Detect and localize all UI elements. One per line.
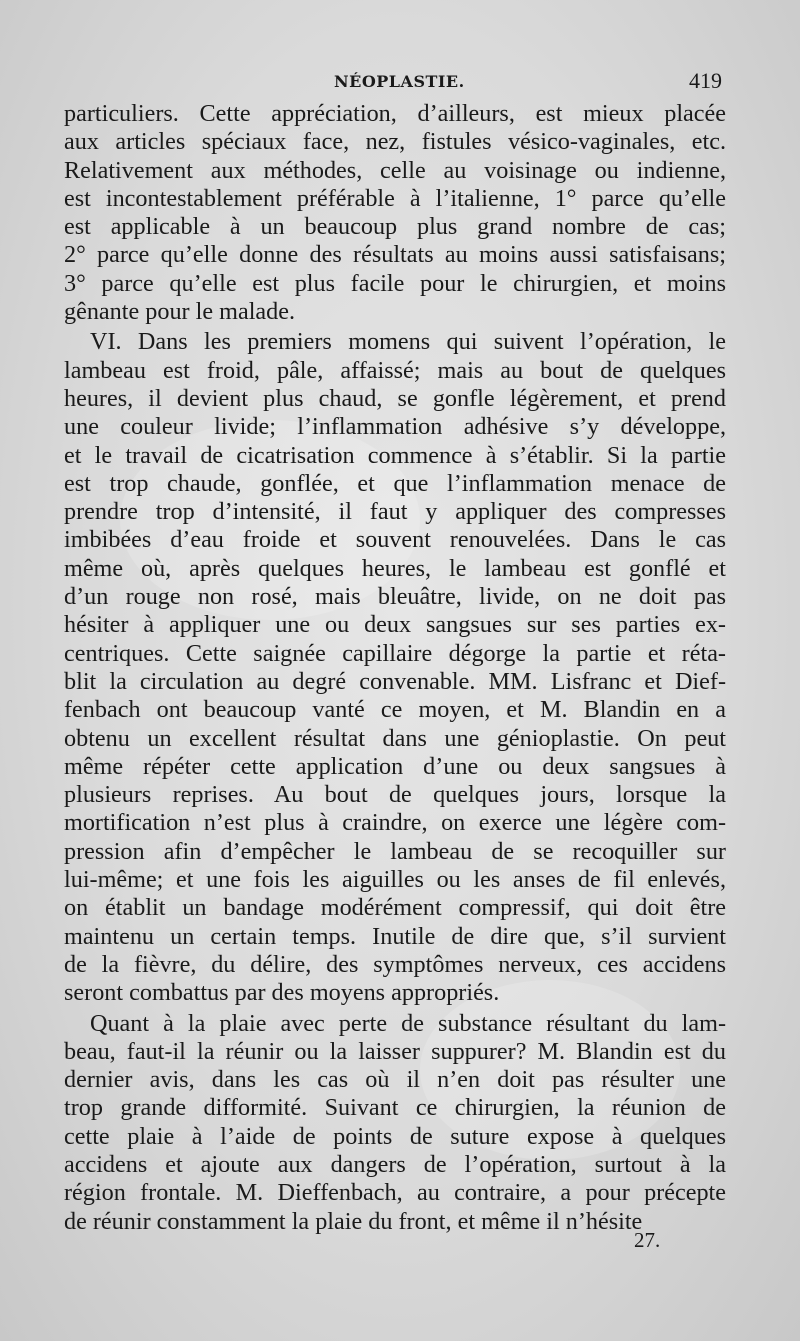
text-line: une couleur livide; l’inflammation adhésive s’y développe, xyxy=(64,413,726,441)
text-line: gênante pour le malade. xyxy=(64,298,296,326)
text-line: et le travail de cicatrisation commence à s’établir. Si la partie xyxy=(64,441,726,469)
text-line: même répéter cette application d’une ou deux sangsues à xyxy=(64,752,726,780)
text-line: mortification n’est plus à craindre, on exerce une légère com- xyxy=(64,809,726,837)
text-line: cette plaie à l’aide de points de suture expose à quelques xyxy=(64,1122,726,1150)
text-line: même où, après quelques heures, le lambeau est gonflé et xyxy=(64,554,726,582)
text-line: seront combattus par des moyens appropriés. xyxy=(64,979,500,1007)
text-line: région frontale. M. Dieffenbach, au contraire, a pour précepte xyxy=(64,1179,726,1207)
text-line: heures, il devient plus chaud, se gonfle légèrement, et prend xyxy=(64,384,726,412)
text-line: VI. Dans les premiers momens qui suivent l’opération, le xyxy=(90,328,726,356)
section-title: NÉOPLASTIE. xyxy=(334,72,465,91)
text-line: maintenu un certain temps. Inutile de dire que, s’il survient xyxy=(64,922,726,950)
text-line: trop grande difformité. Suivant ce chirurgien, la réunion de xyxy=(64,1094,726,1122)
text-line: blit la circulation au degré convenable. MM. Lisfranc et Dief- xyxy=(64,667,726,695)
signature-mark: 27. xyxy=(634,1228,661,1252)
body-text xyxy=(64,100,726,1236)
text-line: lambeau est froid, pâle, affaissé; mais au bout de quelques xyxy=(64,356,726,384)
text-line: fenbach ont beaucoup vanté ce moyen, et M. Blandin en a xyxy=(64,696,726,724)
text-line: de la fièvre, du délire, des symptômes nerveux, ces accidens xyxy=(64,950,726,978)
text-line: d’un rouge non rosé, mais bleuâtre, livide, on ne doit pas xyxy=(64,583,726,611)
text-line: on établit un bandage modérément compressif, qui doit être xyxy=(64,894,726,922)
text-line: prendre trop d’intensité, il faut y appliquer des compresses xyxy=(64,498,726,526)
text-line: aux articles spéciaux face, nez, fistules vésico-vaginales, etc. xyxy=(64,128,726,156)
text-line: centriques. Cette saignée capillaire dégorge la partie et réta- xyxy=(64,639,726,667)
text-line: est applicable à un beaucoup plus grand nombre de cas; xyxy=(64,213,726,241)
text-line: beau, faut-il la réunir ou la laisser suppurer? M. Blandin est du xyxy=(64,1037,726,1065)
text-line: particuliers. Cette appréciation, d’ailleurs, est mieux placée xyxy=(64,100,726,127)
paragraph xyxy=(64,1010,726,1236)
text-line: 2° parce qu’elle donne des résultats au moins aussi satisfaisans; xyxy=(64,241,726,269)
text-line: accidens et ajoute aux dangers de l’opération, surtout à la xyxy=(64,1150,726,1178)
text-line: de réunir constamment la plaie du front, et même il n’hésite xyxy=(64,1207,643,1235)
page-number: 419 xyxy=(689,68,722,93)
text-line: dernier avis, dans les cas où il n’en doit pas résulter une xyxy=(64,1066,726,1094)
text-line: est trop chaude, gonflée, et que l’inflammation menace de xyxy=(64,469,726,497)
text-line: est incontestablement préférable à l’italienne, 1° parce qu’elle xyxy=(64,184,726,212)
text-line: 3° parce qu’elle est plus facile pour le chirurgien, et moins xyxy=(64,269,726,297)
text-line: lui-même; et une fois les aiguilles ou les anses de fil enlevés, xyxy=(64,866,726,894)
paragraph xyxy=(64,328,726,1007)
text-line: pression afin d’empêcher le lambeau de se recoquiller sur xyxy=(64,837,726,865)
running-head xyxy=(64,68,726,100)
text-line: hésiter à appliquer une ou deux sangsues sur ses parties ex- xyxy=(64,611,726,639)
text-line: Relativement aux méthodes, celle au voisinage ou indienne, xyxy=(64,156,726,184)
text-line: imbibées d’eau froide et souvent renouvelées. Dans le cas xyxy=(64,526,726,554)
paragraph xyxy=(64,100,726,326)
text-line: obtenu un excellent résultat dans une génioplastie. On peut xyxy=(64,724,726,752)
text-line: Quant à la plaie avec perte de substance résultant du lam- xyxy=(90,1009,726,1037)
text-line: plusieurs reprises. Au bout de quelques jours, lorsque la xyxy=(64,781,726,809)
